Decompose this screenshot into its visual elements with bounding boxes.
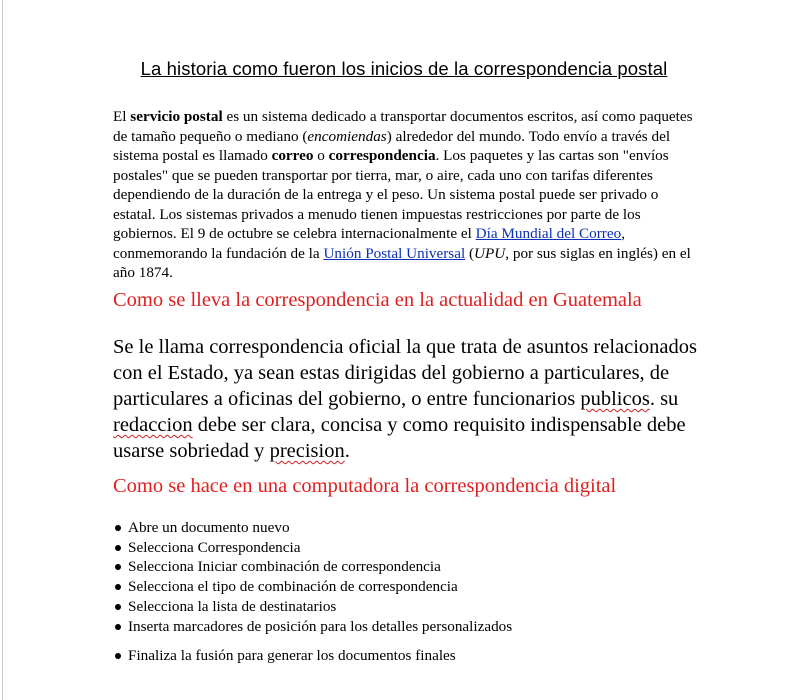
list-item: Selecciona Iniciar combinación de correspondencia xyxy=(113,557,512,577)
body-text: debe ser clara, concisa y como requisito indispensable debe usarse sobriedad y xyxy=(113,414,686,462)
misspelled-word-precision[interactable]: precision xyxy=(269,440,345,462)
section-heading-guatemala: Como se lleva la correspondencia en la actualidad en Guatemala xyxy=(113,289,642,311)
list-item: Selecciona la lista de destinatarios xyxy=(113,597,512,617)
intro-text: El xyxy=(113,108,131,125)
intro-text: ( xyxy=(465,244,475,262)
italic-term-upu: UPU xyxy=(474,244,506,262)
list-item: Finaliza la fusión para generar los documentos finales xyxy=(113,646,512,666)
list-item: Selecciona Correspondencia xyxy=(113,538,512,558)
link-union-postal-universal[interactable]: Unión Postal Universal xyxy=(323,244,466,262)
intro-paragraph xyxy=(113,107,703,283)
document-title: La historia como fueron los inicios de la correspondencia postal xyxy=(140,58,668,79)
list-item: Inserta marcadores de posición para los detalles personalizados xyxy=(113,617,512,637)
list-item: Abre un documento nuevo xyxy=(113,518,512,538)
bold-term-correspondencia: correspondencia xyxy=(328,147,436,164)
misspelled-word-publicos[interactable]: publicos xyxy=(580,388,650,410)
intro-text: , conmemorando la fundación de la xyxy=(113,225,625,262)
body-text: . xyxy=(344,440,350,462)
intro-text: , por sus siglas en inglés) en el año 1874. xyxy=(113,244,691,281)
body-text: Se le llama correspondencia oficial la que trata de asuntos relacionados con el Estado, ya sean estas dirigidas del gobierno a particulares, de particulares a oficinas del gobierno, o entre funcionarios xyxy=(113,336,698,410)
intro-text: es un sistema dedicado a transportar documentos escritos, así como paquetes de tamaño pequeño o mediano ( xyxy=(113,108,693,145)
section-heading-digital: Como se hace en una computadora la correspondencia digital xyxy=(113,475,617,497)
intro-text: o xyxy=(313,147,329,164)
body-text: . su xyxy=(649,388,679,410)
bold-term-servicio-postal: servicio postal xyxy=(130,108,223,125)
list-item: Selecciona el tipo de combinación de correspondencia xyxy=(113,577,512,597)
link-dia-mundial-del-correo[interactable]: Día Mundial del Correo xyxy=(475,225,622,242)
misspelled-word-redaccion[interactable]: redaccion xyxy=(113,414,193,436)
bold-term-correo: correo xyxy=(271,147,314,164)
intro-text: ) alrededor del mundo. Todo envío a través del sistema postal es llamado xyxy=(113,127,671,164)
intro-text: . Los paquetes y las cartas son "envíos postales" que se pueden transportar por tierra, mar, o aire, cada uno con tarifas diferentes dependiendo de la duración de la entrega y el peso. Un sistema postal puede ser privado o estatal. Los sistemas privados a menudo tienen impuestas restricciones por parte de los gobiernos. El 9 de octubre se celebra internacionalmente el xyxy=(113,147,669,242)
italic-term-encomiendas: encomiendas xyxy=(307,127,387,145)
steps-list xyxy=(113,518,512,666)
official-correspondence-paragraph xyxy=(113,334,713,464)
